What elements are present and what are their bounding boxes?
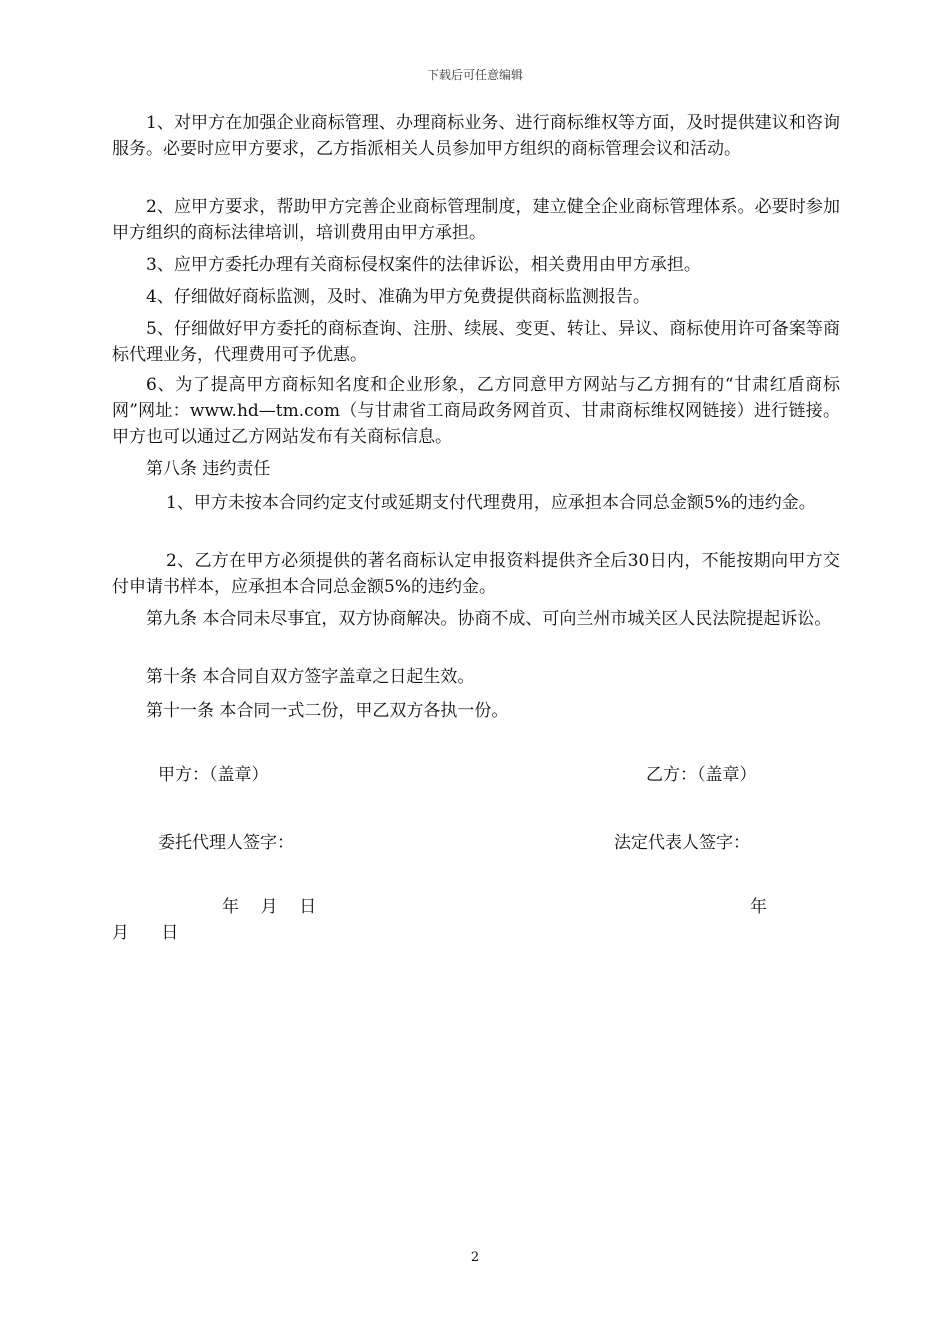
- clause-item-5: 5、仔细做好甲方委托的商标查询、注册、续展、变更、转让、异议、商标使用许可备案等商标代理业务，代理费用可予优惠。: [112, 319, 840, 365]
- breach-item-1: 1、甲方未按本合同约定支付或延期支付代理费用，应承担本合同总金额5%的违约金。: [166, 493, 816, 513]
- page-header: 下载后可任意编辑: [426, 68, 523, 82]
- legal-rep-signature-label: 法定代表人签字：: [614, 833, 750, 853]
- agent-signature-label: 委托代理人签字：: [158, 833, 294, 853]
- clause-item-6: 6、为了提高甲方商标知名度和企业形象，乙方同意甲方网站与乙方拥有的“甘肃红盾商标网”网址：www.hd—tm.com（与甘肃省工商局政务网首页、甘肃商标维权网链接）进行链接。甲方也可以通过乙方网站发布有关商标信息。: [112, 375, 840, 447]
- party-b-date-month-day: 月 日: [112, 923, 179, 943]
- article-9: 第九条 本合同未尽事宜，双方协商解决。协商不成、可向兰州市城关区人民法院提起诉讼。: [146, 609, 832, 629]
- page-number: 2: [470, 1250, 480, 1265]
- party-b-seal: 乙方：（盖章）: [646, 765, 757, 785]
- clause-item-4: 4、仔细做好商标监测，及时、准确为甲方免费提供商标监测报告。: [146, 287, 650, 307]
- clause-item-2: 2、应甲方要求，帮助甲方完善企业商标管理制度，建立健全企业商标管理体系。必要时参加甲方组织的商标法律培训，培训费用由甲方承担。: [112, 197, 840, 243]
- article-8-heading: 第八条 违约责任: [146, 459, 271, 479]
- article-10: 第十条 本合同自双方签字盖章之日起生效。: [146, 667, 475, 687]
- party-b-date-year: 年: [750, 897, 767, 917]
- party-a-date: 年 月 日: [222, 897, 317, 917]
- breach-item-2: 2、乙方在甲方必须提供的著名商标认定申报资料提供齐全后30日内，不能按期向甲方交付申请书样本，应承担本合同总金额5%的违约金。: [112, 551, 840, 597]
- clause-item-3: 3、应甲方委托办理有关商标侵权案件的法律诉讼，相关费用由甲方承担。: [146, 255, 701, 275]
- article-11: 第十一条 本合同一式二份，甲乙双方各执一份。: [146, 701, 509, 721]
- clause-item-1: 1、对甲方在加强企业商标管理、办理商标业务、进行商标维权等方面，及时提供建议和咨询服务。必要时应甲方要求，乙方指派相关人员参加甲方组织的商标管理会议和活动。: [112, 113, 840, 159]
- party-a-seal: 甲方：（盖章）: [158, 765, 269, 785]
